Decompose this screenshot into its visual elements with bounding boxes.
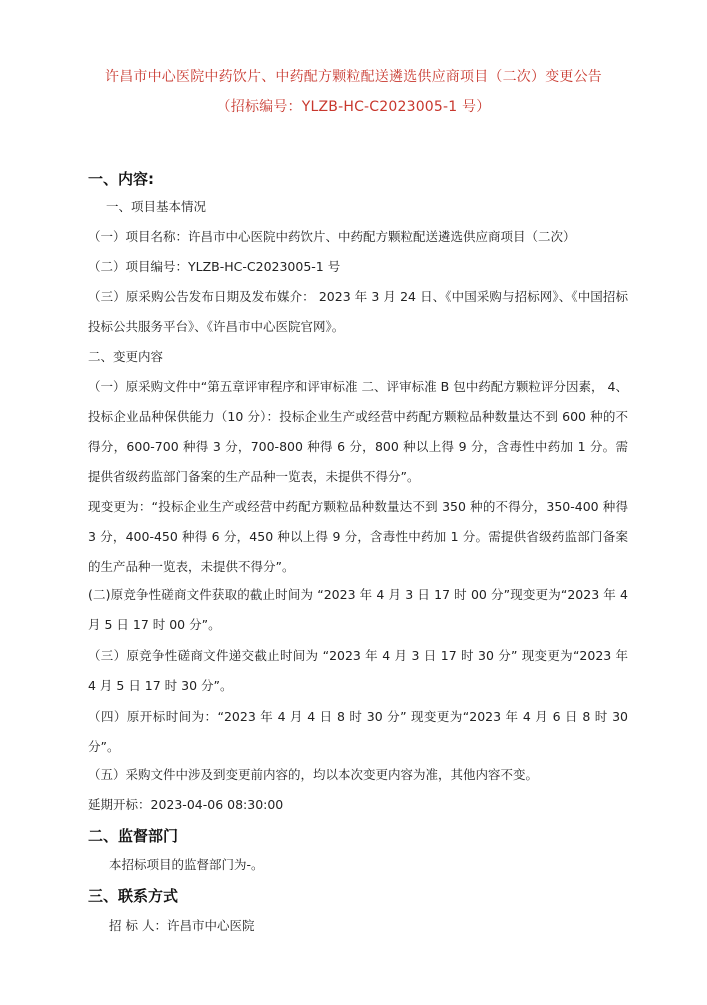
- change-4: （四）原开标时间为：“2023 年 4 月 4 日 8 时 30 分” 现变更为“2023 年 4 月 6 日 8 时 30 分”。: [88, 709, 628, 754]
- tenderer-info: 招 标 人：许昌市中心医院: [109, 918, 255, 933]
- contact-heading: 三、联系方式: [88, 887, 179, 905]
- change-5: （五）采购文件中涉及到变更前内容的，均以本次变更内容为准，其他内容不变。: [88, 767, 539, 782]
- change-2: (二)原竞争性磋商文件获取的截止时间为 “2023 年 4 月 3 日 17 时 00 分”现变更为“2023 年 4 月 5 日 17 时 00 分”。: [88, 587, 628, 632]
- supervision-text: 本招标项目的监督部门为-。: [109, 857, 264, 872]
- change-3: （三）原竞争性磋商文件递交截止时间为 “2023 年 4 月 3 日 17 时 30 分” 现变更为“2023 年 4 月 5 日 17 时 30 分”。: [88, 648, 628, 693]
- content-heading: 一、内容:: [88, 170, 154, 188]
- project-name: （一）项目名称：许昌市中心医院中药饮片、中药配方颗粒配送遴选供应商项目（二次）: [88, 229, 576, 244]
- publish-info: （三）原采购公告发布日期及发布媒介： 2023 年 3 月 24 日、《中国采购与招标网》、《中国招标投标公共服务平台》、《许昌市中心医院官网》。: [88, 289, 628, 334]
- tender-number: （招标编号：YLZB-HC-C2023005-1 号）: [216, 99, 491, 115]
- supervision-heading: 二、监督部门: [88, 827, 179, 845]
- change-1-original: （一）原采购文件中“第五章评审程序和评审标准 二、评审标准 B 包中药配方颗粒评分因素， 4、投标企业品种保供能力（10 分）：投标企业生产或经营中药配方颗粒品种数量达不到 600 种的不得分，600-700 种得 3 分，700-800 种得 6 分，800 种以上得 9 分，含毒性中药加 1 分。需提供省级药监部门备案的生产品种一览表，未提供不得分”。: [88, 379, 628, 484]
- change-1-new: 现变更为：“投标企业生产或经营中药配方颗粒品种数量达不到 350 种的不得分，350-400 种得 3 分，400-450 种得 6 分，450 种以上得 9 分，含毒性中药加 1 分。需提供省级药监部门备案的生产品种一览表，未提供不得分”。: [88, 499, 628, 574]
- project-number: （二）项目编号：YLZB-HC-C2023005-1 号: [88, 259, 341, 274]
- announcement-title: 许昌市中心医院中药饮片、中药配方颗粒配送遴选供应商项目（二次）变更公告: [105, 69, 602, 85]
- section-changes: 二、变更内容: [88, 349, 164, 364]
- delayed-opening: 延期开标：2023-04-06 08:30:00: [88, 797, 284, 812]
- section-project-basics: 一、项目基本情况: [106, 199, 207, 214]
